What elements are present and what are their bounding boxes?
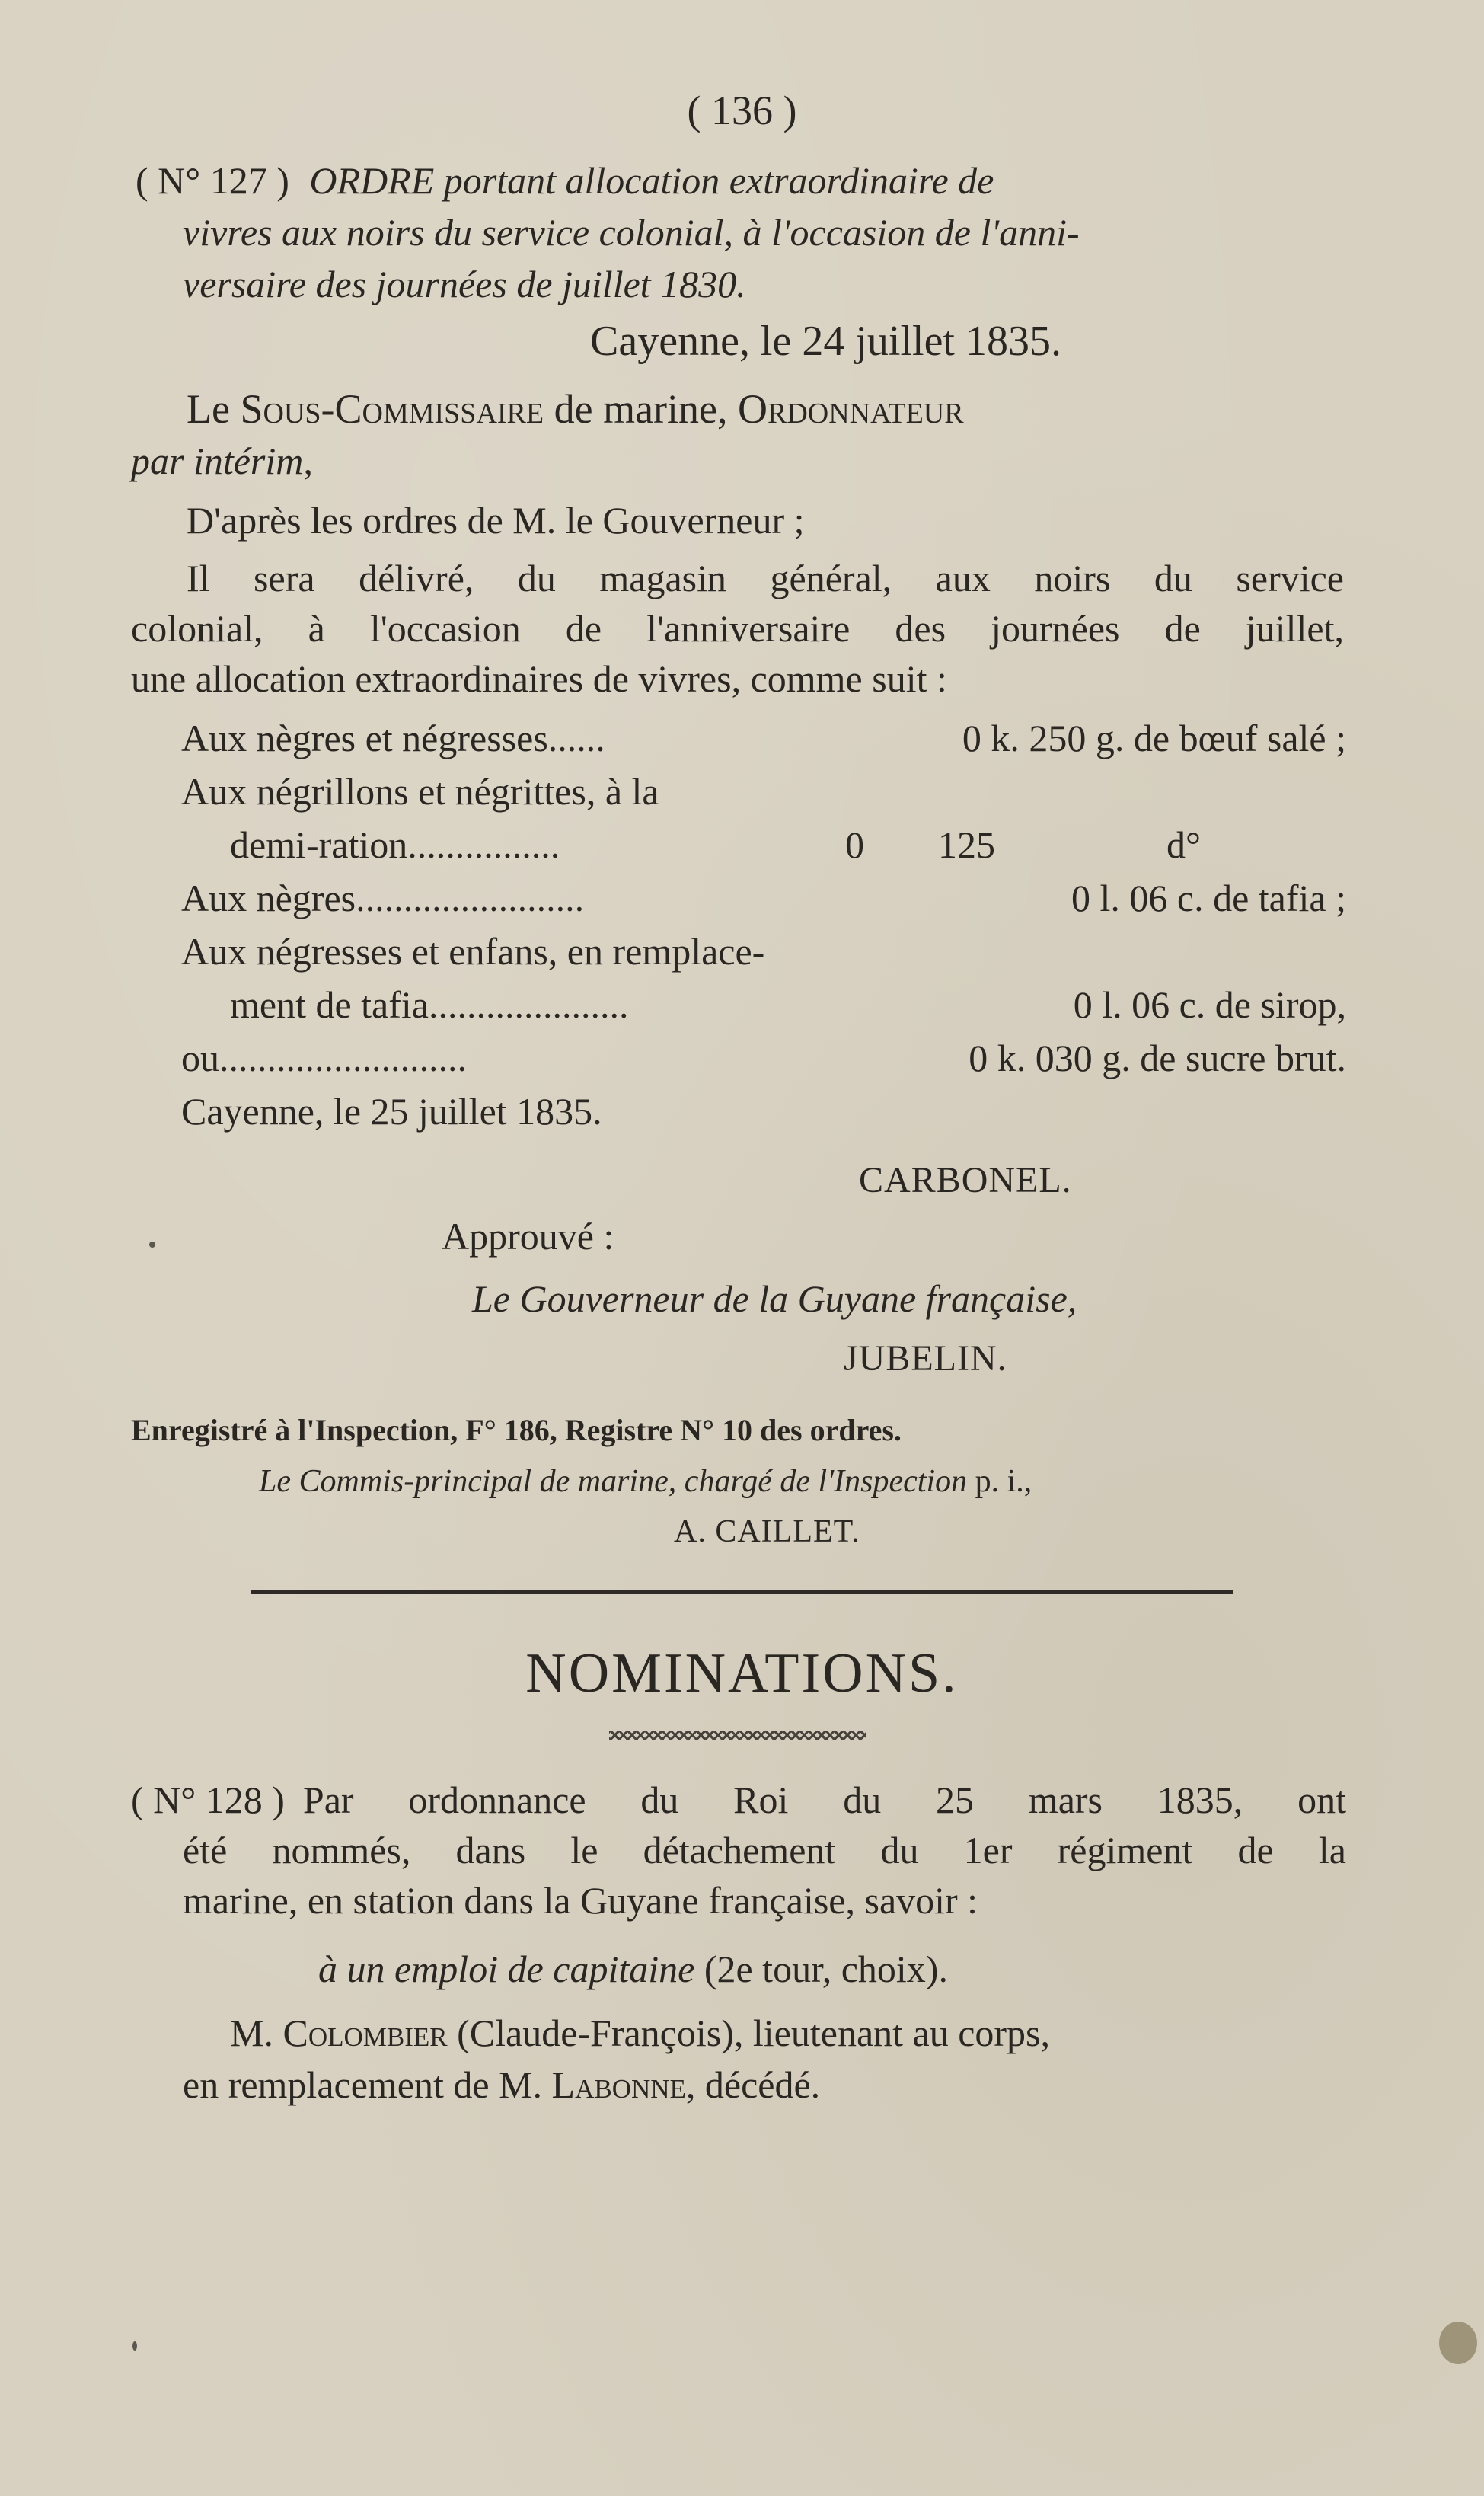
heading-ornament bbox=[609, 1731, 866, 1740]
ration-item-4 bbox=[181, 879, 1346, 917]
ration-item-label: demi-ration................ bbox=[230, 823, 560, 866]
ration-item-3 bbox=[230, 823, 1235, 866]
ration-item-label: Aux nègres et négresses...... bbox=[181, 717, 605, 759]
ration-item-5: Aux négresses et enfans, en remplace- bbox=[181, 930, 765, 973]
entry-name-2: Labonne bbox=[551, 2063, 686, 2106]
signature-caillet: A. CAILLET. bbox=[674, 1514, 860, 1549]
ration-item-label: ment de tafia..................... bbox=[230, 983, 629, 1026]
entry-rest: (Claude-François), lieutenant au corps, bbox=[447, 2012, 1051, 2054]
ration-item-value: 0 l. 06 c. de tafia ; bbox=[1071, 877, 1346, 919]
paragraph-1: D'après les ordres de M. le Gouverneur ; bbox=[187, 499, 805, 542]
ration-item-value: 0 k. 250 g. de bœuf salé ; bbox=[962, 717, 1346, 759]
approved-label: Approuvé : bbox=[442, 1215, 614, 1258]
signature-carbonel: CARBONEL. bbox=[859, 1160, 1072, 1200]
ration-item-qty2: 125 bbox=[938, 823, 995, 866]
nomination-line-2: été nommés, dans le détachement du 1er régiment de la bbox=[183, 1829, 1346, 1871]
ration-item-2: Aux négrillons et négrittes, à la bbox=[181, 770, 659, 813]
commis-suffix: p. i., bbox=[967, 1464, 1032, 1499]
entry-line2-suffix: , décédé. bbox=[685, 2063, 821, 2106]
order-number: ( N° 127 ) bbox=[136, 159, 289, 202]
paragraph-2-line-3: une allocation extraordinaires de vivres, comme suit : bbox=[131, 657, 947, 700]
nominations-heading: NOMINATIONS. bbox=[525, 1642, 959, 1705]
entry-line2-prefix: en remplacement de M. bbox=[183, 2063, 552, 2106]
entry-name: Colombier bbox=[282, 2012, 448, 2054]
paragraph-2-line-2: colonial, à l'occasion de l'anniversaire des journées de juillet, bbox=[131, 607, 1344, 650]
ration-item-7 bbox=[181, 1039, 1346, 1077]
commis-title: Le Commis-principal de marine, chargé de l'Inspection bbox=[259, 1464, 968, 1499]
author-line-1 bbox=[187, 388, 964, 430]
commis-line bbox=[259, 1465, 1032, 1497]
nomination-line-1 bbox=[131, 1781, 1346, 1819]
paper-stain bbox=[1439, 2322, 1477, 2364]
nomination-subheading bbox=[318, 1950, 948, 1988]
ration-item-6 bbox=[230, 983, 1346, 1026]
ration-item-qty: 0 bbox=[845, 823, 864, 866]
registration-note: Enregistré à l'Inspection, F° 186, Registre N° 10 des ordres. bbox=[131, 1413, 902, 1447]
section-divider bbox=[251, 1590, 1233, 1594]
order-header-line-2: vivres aux noirs du service colonial, à l'occasion de l'anni- bbox=[183, 211, 1080, 254]
ration-item-1 bbox=[181, 719, 1346, 757]
place-date: Cayenne, le 24 juillet 1835. bbox=[590, 318, 1061, 365]
nomination-number: ( N° 128 ) bbox=[131, 1779, 285, 1821]
nomination-entry-line-1 bbox=[230, 2014, 1050, 2052]
ration-item-label: ou.......................... bbox=[181, 1037, 467, 1079]
order-title-1: ORDRE portant allocation extraordinaire de bbox=[309, 159, 994, 202]
author-title-1: Sous-Commissaire bbox=[240, 386, 544, 432]
author-mid: de marine, bbox=[544, 386, 739, 432]
ration-item-unit: d° bbox=[1166, 823, 1201, 866]
nomination-entry-line-2 bbox=[183, 2063, 821, 2106]
paper-stain bbox=[149, 1242, 155, 1248]
paper-stain bbox=[132, 2341, 137, 2351]
closing-date: Cayenne, le 25 juillet 1835. bbox=[181, 1090, 602, 1133]
ration-item-label: Aux nègres........................ bbox=[181, 877, 585, 919]
paragraph-2-line-1: Il sera délivré, du magasin général, aux noirs du service bbox=[187, 557, 1344, 599]
author-line-2: par intérim, bbox=[131, 439, 313, 482]
signature-jubelin: JUBELIN. bbox=[844, 1338, 1007, 1379]
entry-prefix: M. bbox=[230, 2012, 283, 2054]
nomination-line-3: marine, en station dans la Guyane française, savoir : bbox=[183, 1879, 978, 1922]
nomination-line-1-text: Par ordonnance du Roi du 25 mars 1835, ont bbox=[302, 1779, 1346, 1821]
governor-title: Le Gouverneur de la Guyane française, bbox=[472, 1277, 1077, 1320]
ration-item-value: 0 k. 030 g. de sucre brut. bbox=[969, 1037, 1346, 1079]
order-header-line-1 bbox=[136, 161, 994, 200]
author-prefix: Le bbox=[187, 386, 241, 432]
page-number: ( 136 ) bbox=[687, 88, 797, 133]
subheading-rest: (2e tour, choix). bbox=[694, 1948, 948, 1990]
order-header-line-3: versaire des journées de juillet 1830. bbox=[183, 263, 746, 305]
author-title-2: Ordonnateur bbox=[738, 386, 964, 432]
ration-item-value: 0 l. 06 c. de sirop, bbox=[1073, 983, 1346, 1026]
subheading-italic: à un emploi de capitaine bbox=[318, 1948, 695, 1990]
